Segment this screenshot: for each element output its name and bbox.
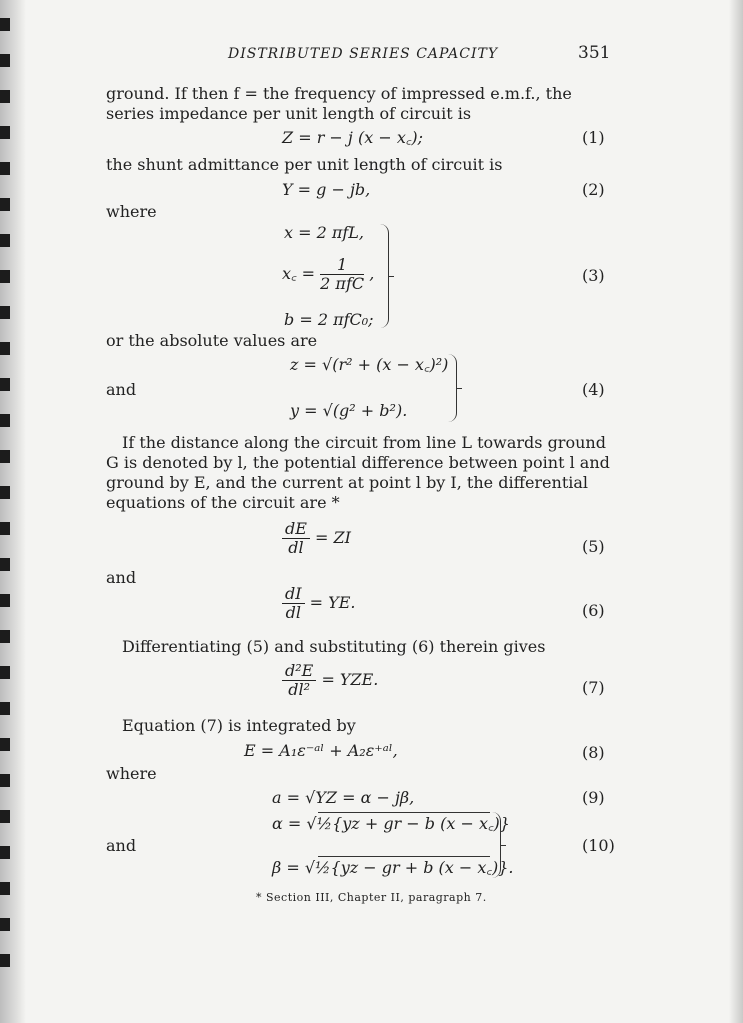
text-line: equations of the circuit are * — [106, 493, 340, 512]
binding-ring — [0, 918, 10, 931]
text-line: where — [106, 764, 157, 783]
equation-number: (10) — [582, 836, 615, 855]
radical-bar — [318, 856, 490, 857]
equation-number: (1) — [582, 128, 605, 147]
equation-number: (7) — [582, 678, 605, 697]
binding-ring — [0, 414, 10, 427]
equation-number: (9) — [582, 788, 605, 807]
brace-point — [388, 276, 394, 277]
binding-ring — [0, 234, 10, 247]
binding-ring — [0, 90, 10, 103]
brace-point — [456, 388, 462, 389]
text-line: ground by E, and the current at point l by I, the differential — [106, 473, 589, 492]
equation-3b-lhs: x꜀ = — [282, 264, 316, 283]
binding-ring — [0, 630, 10, 643]
binding-ring — [0, 882, 10, 895]
binding-ring — [0, 54, 10, 67]
text-line: where — [106, 202, 157, 221]
equation-number: (3) — [582, 266, 605, 285]
book-binding — [0, 0, 26, 1023]
text-line: If the distance along the circuit from line L towards ground — [122, 433, 606, 452]
binding-ring — [0, 126, 10, 139]
binding-ring — [0, 594, 10, 607]
text-line: series impedance per unit length of circuit is — [106, 104, 472, 123]
binding-ring — [0, 666, 10, 679]
fraction-denominator: 2 πfC — [320, 274, 365, 293]
equation-1: Z = r − j (x − x꜀); — [282, 128, 424, 147]
equation-6 — [282, 585, 355, 622]
fraction-numerator: d²E — [282, 662, 316, 681]
equation-5-rhs: = ZI — [315, 528, 351, 547]
equation-10b: β = √½{yz − gr + b (x − x꜀)}. — [272, 858, 514, 877]
equation-3b — [282, 256, 374, 293]
binding-ring — [0, 846, 10, 859]
binding-ring — [0, 450, 10, 463]
binding-ring — [0, 774, 10, 787]
binding-ring — [0, 198, 10, 211]
equation-7-rhs: = YZE. — [321, 670, 379, 689]
fraction-numerator: 1 — [320, 256, 364, 275]
binding-ring — [0, 162, 10, 175]
binding-ring — [0, 342, 10, 355]
equation-number: (2) — [582, 180, 605, 199]
equation-4b: y = √(g² + b²). — [290, 401, 408, 420]
page-number: 351 — [578, 43, 611, 63]
text-line: G is denoted by l, the potential difference between point l and — [106, 453, 610, 472]
equation-7 — [282, 662, 378, 699]
radical-bar — [318, 812, 490, 813]
equation-10a: α = √½{yz + gr − b (x − x꜀)} — [272, 814, 510, 833]
text-line: the shunt admittance per unit length of circuit is — [106, 155, 503, 174]
fraction — [320, 256, 364, 293]
equation-5 — [282, 520, 351, 557]
text-line: Equation (7) is integrated by — [122, 716, 356, 735]
fraction — [282, 520, 310, 557]
equation-number: (6) — [582, 601, 605, 620]
binding-ring — [0, 810, 10, 823]
footnote: * Section III, Chapter II, paragraph 7. — [256, 891, 487, 904]
fraction-numerator: dI — [282, 585, 305, 604]
text-line: or the absolute values are — [106, 331, 318, 350]
fraction-denominator: dl² — [288, 680, 311, 699]
binding-ring — [0, 486, 10, 499]
equation-3a: x = 2 πfL, — [284, 223, 365, 242]
binding-ring — [0, 702, 10, 715]
fraction — [282, 662, 316, 699]
text-line: and — [106, 568, 137, 587]
fraction-numerator: dE — [282, 520, 310, 539]
brace-point — [500, 845, 506, 846]
fraction — [282, 585, 305, 622]
binding-ring — [0, 270, 10, 283]
equation-3c: b = 2 πfC₀; — [284, 310, 374, 329]
equation-9: a = √YZ = α − jβ, — [272, 788, 415, 807]
text-line: ground. If then f = the frequency of impressed e.m.f., the — [106, 84, 572, 103]
binding-ring — [0, 378, 10, 391]
page-edge-shadow — [729, 0, 743, 1023]
text-line: and — [106, 380, 137, 399]
fraction-denominator: dl — [288, 538, 304, 557]
equation-2: Y = g − jb, — [282, 180, 371, 199]
binding-ring — [0, 522, 10, 535]
binding-ring — [0, 738, 10, 751]
equation-8: E = A₁ε⁻ᵃˡ + A₂ε⁺ᵃˡ, — [244, 741, 398, 760]
text-line: Differentiating (5) and substituting (6) therein gives — [122, 637, 546, 656]
equation-4a: z = √(r² + (x − x꜀)²) — [290, 355, 449, 374]
fraction-denominator: dl — [285, 603, 301, 622]
running-head: DISTRIBUTED SERIES CAPACITY — [228, 46, 499, 62]
text-line: and — [106, 836, 137, 855]
binding-ring — [0, 558, 10, 571]
equation-number: (4) — [582, 380, 605, 399]
binding-ring — [0, 306, 10, 319]
equation-6-rhs: = YE. — [309, 593, 356, 612]
equation-3b-tail: , — [369, 264, 375, 283]
equation-number: (8) — [582, 743, 605, 762]
equation-number: (5) — [582, 537, 605, 556]
binding-ring — [0, 954, 10, 967]
binding-ring — [0, 18, 10, 31]
